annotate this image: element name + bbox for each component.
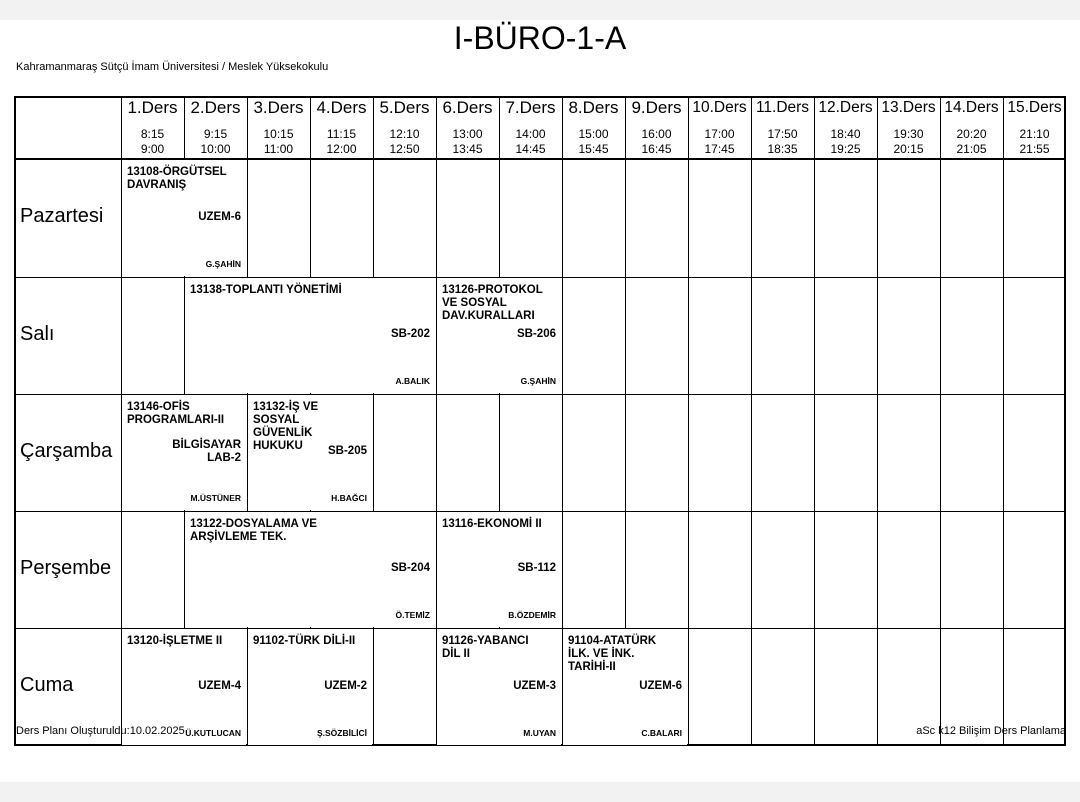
- lesson-name-line: DAVRANIŞ: [127, 179, 187, 191]
- lesson-room: [188, 328, 430, 341]
- period-name: 11.Ders: [755, 99, 810, 116]
- period-end: 21:05: [956, 142, 987, 156]
- period-end: 12:00: [326, 142, 357, 156]
- period-end: 12:50: [389, 142, 420, 156]
- lesson-room: [440, 328, 556, 341]
- period-time: [562, 127, 625, 157]
- lesson-name-line: 13132-İŞ VE: [253, 401, 319, 413]
- period-time: [877, 127, 940, 157]
- period-time: [373, 127, 436, 157]
- period-start: 13:00: [452, 127, 483, 141]
- period-name: 1.Ders: [127, 98, 178, 117]
- lesson-name-line: 13108-ÖRGÜTSEL: [127, 166, 227, 178]
- period-time: [184, 127, 247, 157]
- period-name: 5.Ders: [379, 98, 430, 117]
- lesson-room-line: SB-202: [391, 328, 430, 340]
- lesson-name-line: TARİHİ-II: [568, 661, 616, 673]
- lesson-teacher: G.ŞAHİN: [205, 259, 241, 269]
- period-time: [247, 127, 310, 157]
- footer-created-date: Ders Planı Oluşturuldu:10.02.2025: [16, 725, 185, 737]
- period-name: 6.Ders: [442, 98, 493, 117]
- period-start: 9:15: [203, 127, 228, 141]
- lesson-name-line: 91126-YABANCI: [442, 635, 529, 647]
- period-time: [436, 127, 499, 157]
- lesson-teacher: B.ÖZDEMİR: [508, 610, 556, 620]
- period-name: 13.Ders: [881, 99, 936, 116]
- period-end: 19:25: [830, 142, 861, 156]
- lesson-room: [125, 439, 241, 465]
- lesson-room-line: BİLGİSAYAR: [172, 438, 241, 451]
- lesson-teacher: Ü.KUTLUCAN: [185, 728, 241, 738]
- lesson-name: [127, 635, 241, 648]
- period-start: 8:15: [140, 127, 165, 141]
- lesson-room: [440, 680, 556, 693]
- period-name: 15.Ders: [1007, 99, 1062, 116]
- lesson-name-line: HUKUKU: [253, 440, 303, 452]
- lesson-name: [127, 401, 241, 427]
- lesson-room-line: LAB-2: [207, 451, 241, 464]
- period-start: 14:00: [515, 127, 546, 141]
- grid-vline: [877, 96, 878, 746]
- school-name: Kahramanmaraş Sütçü İmam Üniversitesi / Meslek Yüksekokulu: [16, 61, 329, 73]
- period-time: [688, 127, 751, 157]
- lesson-name-line: DİL II: [442, 648, 470, 660]
- lesson-name-line: 13116-EKONOMİ II: [442, 518, 542, 530]
- lesson-room-line: SB-205: [328, 445, 367, 457]
- period-time: [751, 127, 814, 157]
- lesson-teacher: H.BAĞCI: [331, 493, 367, 503]
- lesson-room-line: UZEM-2: [324, 679, 367, 692]
- period-start: 21:10: [1019, 127, 1050, 141]
- lesson-teacher: Ş.SÖZBİLİCİ: [316, 728, 367, 738]
- lesson-room-line: SB-206: [517, 328, 556, 340]
- period-start: 11:15: [326, 127, 357, 141]
- period-name: 2.Ders: [190, 98, 241, 117]
- period-end: 16:45: [641, 142, 672, 156]
- period-start: 17:00: [704, 127, 735, 141]
- period-name: 4.Ders: [316, 98, 367, 117]
- period-name: 10.Ders: [692, 99, 747, 116]
- period-start: 16:00: [641, 127, 672, 141]
- lesson-name: [253, 635, 367, 648]
- lesson-name: [190, 518, 430, 544]
- lesson-name-line: 91104-ATATÜRK: [568, 635, 657, 647]
- day-label: Salı: [20, 322, 55, 345]
- period-name: 14.Ders: [944, 99, 999, 116]
- period-time: [499, 127, 562, 157]
- lesson-name: [127, 166, 241, 192]
- period-end: 10:00: [200, 142, 231, 156]
- lesson-room: [440, 562, 556, 575]
- grid-vline: [751, 96, 752, 746]
- lesson-name-line: 13122-DOSYALAMA VE: [190, 518, 317, 530]
- lesson-room-line: SB-204: [391, 562, 430, 574]
- lesson-name-line: PROGRAMLARI-II: [127, 414, 225, 426]
- lesson-room: [251, 680, 367, 693]
- lesson-teacher: Ö.TEMİZ: [395, 610, 430, 620]
- period-time: [625, 127, 688, 157]
- period-name: 12.Ders: [818, 99, 873, 116]
- period-start: 18:40: [830, 127, 861, 141]
- period-start: 15:00: [578, 127, 609, 141]
- lesson-teacher: A.BALIK: [395, 376, 430, 386]
- lesson-name-line: VE SOSYAL: [442, 297, 507, 309]
- period-time: [121, 127, 184, 157]
- lesson-room-line: UZEM-6: [639, 679, 682, 692]
- lesson-name: [442, 284, 556, 323]
- period-time: [1003, 127, 1066, 157]
- period-start: 19:30: [893, 127, 924, 141]
- period-end: 9:00: [140, 142, 165, 156]
- grid-vline: [373, 96, 374, 746]
- lesson-teacher: G.ŞAHİN: [520, 376, 556, 386]
- grid-vline: [688, 96, 689, 746]
- lesson-name-line: 13126-PROTOKOL: [442, 284, 543, 296]
- period-time: [310, 127, 373, 157]
- day-label: Perşembe: [20, 556, 112, 579]
- period-start: 12:10: [389, 127, 420, 141]
- day-label: Cuma: [20, 674, 74, 696]
- lesson-room: [566, 680, 682, 693]
- lesson-room: [251, 445, 367, 458]
- period-end: 13:45: [452, 142, 483, 156]
- lesson-room-line: UZEM-6: [198, 210, 241, 223]
- lesson-name-line: GÜVENLİK: [253, 427, 313, 439]
- period-name: 9.Ders: [631, 98, 682, 117]
- day-label: Çarşamba: [20, 439, 113, 462]
- lesson-name: [568, 635, 682, 674]
- period-time: [940, 127, 1003, 157]
- period-start: 20:20: [956, 127, 987, 141]
- lesson-name-line: SOSYAL: [253, 414, 300, 426]
- period-name: 8.Ders: [568, 98, 619, 117]
- period-end: 11:00: [263, 142, 294, 156]
- lesson-name-line: 13120-İŞLETME II: [127, 635, 223, 647]
- period-end: 20:15: [893, 142, 924, 156]
- lesson-name-line: 13146-OFİS: [127, 401, 190, 413]
- lesson-teacher: C.BALARI: [641, 728, 682, 738]
- lesson-name: [442, 635, 556, 661]
- lesson-name-line: 13138-TOPLANTI YÖNETİMİ: [190, 284, 342, 296]
- lesson-name-line: ARŞİVLEME TEK.: [190, 531, 287, 543]
- grid-vline: [940, 96, 941, 746]
- lesson-room-line: UZEM-4: [198, 679, 241, 692]
- page-title: I-BÜRO-1-A: [453, 20, 627, 56]
- lesson-teacher: M.UYAN: [523, 728, 556, 738]
- period-name: 3.Ders: [253, 98, 304, 117]
- lesson-name-line: DAV.KURALLARI: [442, 310, 535, 322]
- grid-vline: [1003, 96, 1004, 746]
- period-end: 15:45: [578, 142, 609, 156]
- footer-software: aSc k12 Bilişim Ders Planlama: [916, 725, 1066, 737]
- lesson-room-line: SB-112: [517, 562, 556, 574]
- grid-vline: [814, 96, 815, 746]
- lesson-name: [442, 518, 556, 531]
- period-name: 7.Ders: [505, 98, 556, 117]
- lesson-teacher: M.ÜSTÜNER: [190, 493, 241, 503]
- lesson-name-line: İLK. VE İNK.: [568, 648, 635, 660]
- lesson-room: [188, 562, 430, 575]
- period-end: 17:45: [704, 142, 735, 156]
- lesson-room-line: UZEM-3: [513, 679, 556, 692]
- lesson-name: [190, 284, 430, 297]
- period-start: 10:15: [263, 127, 294, 141]
- lesson-name-line: 91102-TÜRK DİLİ-II: [253, 635, 356, 647]
- lesson-room: [125, 211, 241, 224]
- period-end: 14:45: [515, 142, 546, 156]
- day-label: Pazartesi: [20, 205, 104, 227]
- lesson-room: [125, 680, 241, 693]
- period-time: [814, 127, 877, 157]
- period-end: 18:35: [767, 142, 798, 156]
- period-end: 21:55: [1019, 142, 1050, 156]
- period-start: 17:50: [767, 127, 798, 141]
